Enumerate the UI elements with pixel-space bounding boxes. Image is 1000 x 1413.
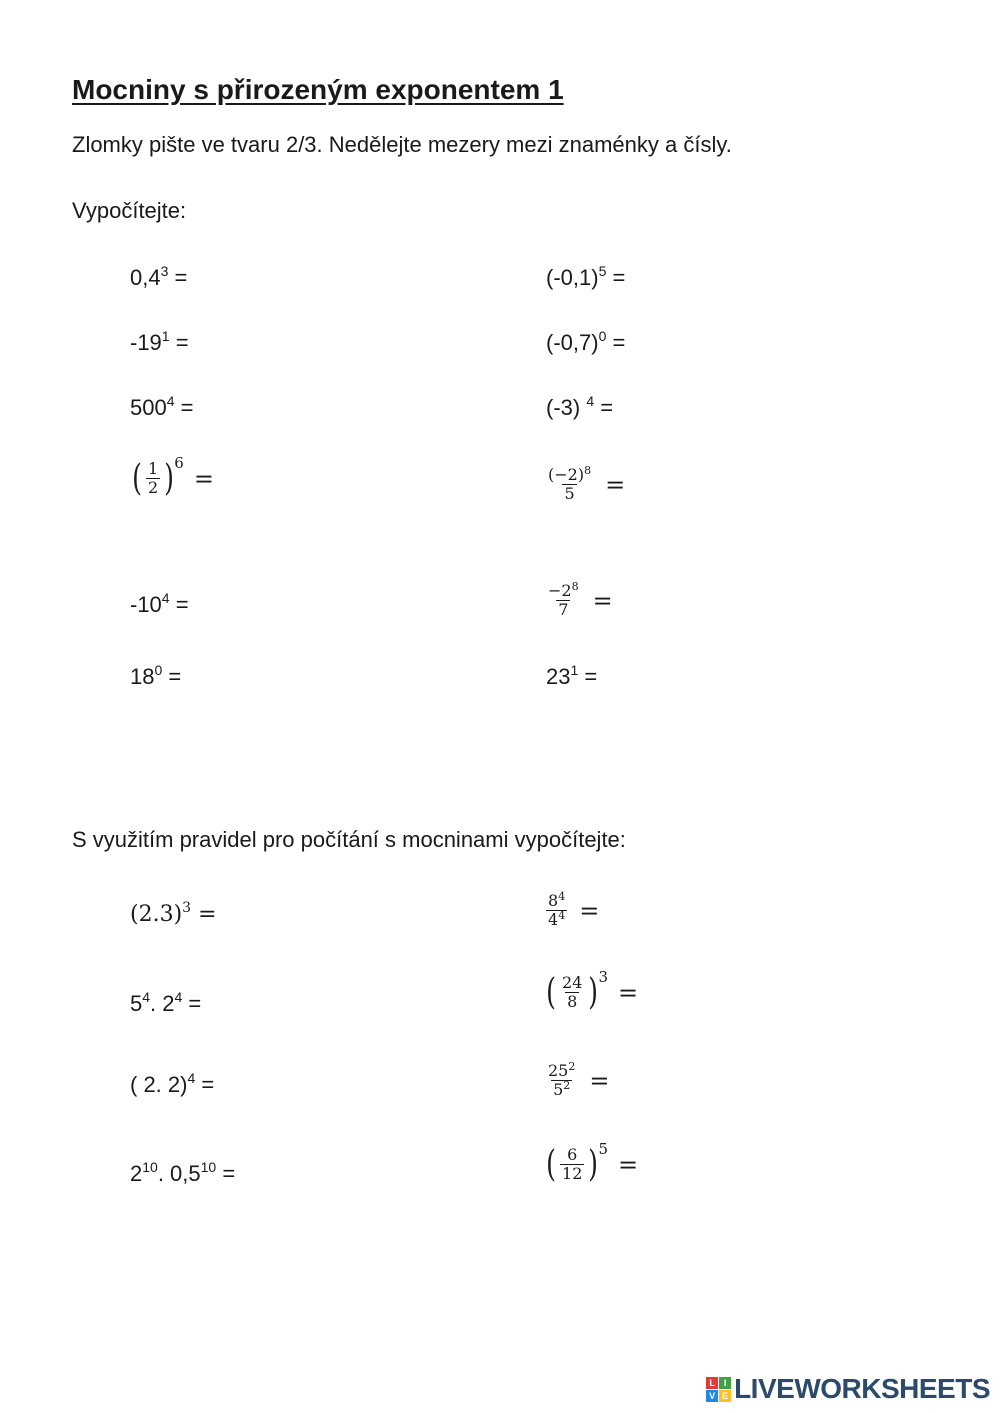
expr-s1-l4: ( $\frac{1}{2}$ ) 6 = [132,454,214,499]
expr-s1-r1: $(-0,1)^5$ = [546,263,626,290]
expr-s2-l1: $(2.3)^3$ = [130,900,217,927]
expr-s1-r4: $\frac{(-2)^8}{5}$ = [548,464,626,503]
expr-s1-r2: $(-0,7)^0$ = [546,328,626,355]
expr-s2-l2: $5^4$. $2^4$ = [130,989,202,1016]
expr-s1-l5: $-10^4$ = [130,590,189,617]
expr-s1-r6: $23^1$ = [546,662,598,689]
expr-s1-l2: $-19^1$ = [130,328,189,355]
section1-heading: Vypočítejte: [72,198,187,223]
instructions: Zlomky pište ve tvaru 2/3. Nedělejte mezery mezi znaménky a čísly. [72,132,732,157]
logo-letter: V [706,1390,718,1402]
expr-s2-l4: $2^{10}$. $0,5^{10}$ = [130,1159,236,1186]
expr-s2-r1: $\frac{8^4}{4^4}$ = [548,890,600,929]
logo-letter: I [719,1377,731,1389]
liveworksheets-logo [706,1373,990,1405]
expr-s1-l6: $18^0$ = [130,662,182,689]
page-title: Mocniny s přirozeným exponentem 1 [72,74,564,105]
expr-s1-r3: (-3) $^4$ = [546,393,614,420]
expr-s1-l1: $0,4^3$ = [130,263,188,290]
logo-letter: L [706,1377,718,1389]
expr-s2-l3: ( 2. 2)$^4$ = [130,1070,215,1097]
expr-s2-r2: ( $\frac{24}{8}$ ) 3 = [546,968,639,1013]
expr-s2-r4: ( $\frac{6}{12}$ ) 5 = [546,1140,639,1185]
logo-mark [706,1377,731,1402]
logo-text: LIVEWORKSHEETS [734,1373,990,1404]
section2-heading: S využitím pravidel pro počítání s mocninami vypočítejte: [72,827,626,852]
expr-s1-l3: $500^4$ = [130,393,194,420]
logo-letter: E [719,1390,731,1402]
expr-s2-r3: $\frac{25^2}{5^2}$ = [548,1060,610,1099]
expr-s1-r5: $\frac{-2^8}{7}$ = [548,580,613,619]
